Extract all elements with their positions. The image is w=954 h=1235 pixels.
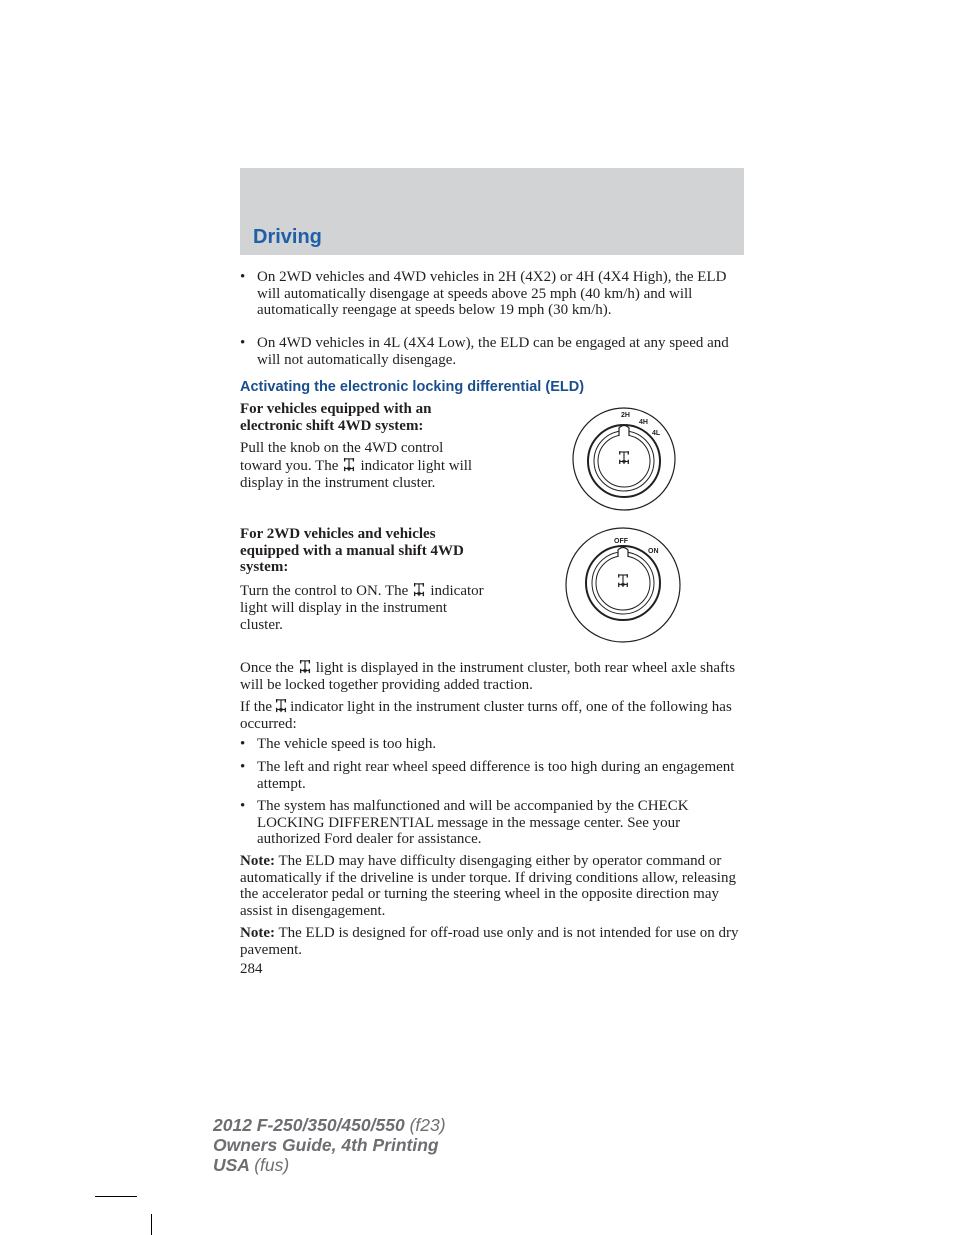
eld-indicator-icon xyxy=(412,583,426,597)
4wd-control-knob-icon xyxy=(568,406,682,512)
electronic-shift-text xyxy=(240,440,485,493)
footer-line-3 xyxy=(213,1155,446,1175)
knob-label-on: ON xyxy=(648,548,659,555)
once-text-a: Once the xyxy=(240,660,294,676)
manual-shift-text-b: indicator light will display in the instrument cluster. xyxy=(240,583,484,633)
manual-shift-text-a: Turn the control to ON. The xyxy=(240,583,409,599)
bullet-dot: • xyxy=(240,759,246,775)
once-paragraph xyxy=(240,660,745,693)
if-paragraph xyxy=(240,699,745,732)
list-item-text: The left and right rear wheel speed difference is too high during an engagement attempt. xyxy=(257,759,735,792)
eld-indicator-icon xyxy=(298,660,312,674)
electronic-shift-heading: For vehicles equipped with an electronic shift 4WD system: xyxy=(240,401,432,434)
if-text-b: indicator light in the instrument cluster turns off, one of the following has occurred: xyxy=(240,699,732,732)
electronic-shift-text-a: Pull the knob on the 4WD control toward you. The xyxy=(240,440,444,474)
footer-model-code: (f23) xyxy=(409,1115,446,1135)
page-number: 284 xyxy=(240,961,263,977)
list-item-text: The system has malfunctioned and will be accompanied by the CHECK LOCKING DIFFERENTIAL message in the message center. See your authorized Ford dealer for assistance. xyxy=(257,798,689,847)
section-title: Driving xyxy=(253,226,322,248)
footer-line-2: Owners Guide, 4th Printing xyxy=(213,1135,439,1155)
footer-market-code: (fus) xyxy=(254,1155,290,1175)
note-text: The ELD may have difficulty disengaging either by operator command or automatically if the driveline is under torque. If driving conditions allow, releasing the accelerator pedal or turning the steering wheel in the opposite direction may assist in disengagement. xyxy=(240,853,736,919)
if-text-a: If the xyxy=(240,699,273,715)
crop-mark-horizontal xyxy=(95,1196,137,1197)
footer-line-1 xyxy=(213,1115,446,1135)
list-item-text: On 4WD vehicles in 4L (4X4 Low), the ELD can be engaged at any speed and will not automatically disengage. xyxy=(257,335,729,368)
bullet-dot: • xyxy=(240,335,246,351)
note-paragraph xyxy=(240,853,745,919)
note-label: Note: xyxy=(240,853,275,869)
manual-shift-heading: For 2WD vehicles and vehicles equipped with a manual shift 4WD system: xyxy=(240,526,464,575)
note-label: Note: xyxy=(240,925,275,941)
manual-shift-text xyxy=(240,583,485,634)
note-paragraph xyxy=(240,925,745,958)
knob-label-off: OFF xyxy=(614,538,628,545)
eld-switch-knob-icon xyxy=(563,526,683,644)
eld-indicator-icon xyxy=(342,458,356,472)
knob-label-2h: 2H xyxy=(621,412,630,419)
subheading: Activating the electronic locking differential (ELD) xyxy=(240,379,585,395)
crop-mark-vertical xyxy=(151,1214,152,1235)
bullet-dot: • xyxy=(240,736,246,752)
once-text-b: light is displayed in the instrument cluster, both rear wheel axle shafts will be locked together providing added traction. xyxy=(240,660,736,693)
electronic-shift-text-b: indicator light will display in the instrument cluster. xyxy=(240,457,473,491)
bullet-dot: • xyxy=(240,269,246,285)
list-item-text: The vehicle speed is too high. xyxy=(257,736,437,752)
list-item-text: On 2WD vehicles and 4WD vehicles in 2H (4X2) or 4H (4X4 High), the ELD will automatically disengage at speeds above 25 mph (40 km/h) and will automatically reengage at speeds below 19 mph (30 km/h). xyxy=(257,269,727,318)
knob-label-4h: 4H xyxy=(639,419,648,426)
footer-model: 2012 F-250/350/450/550 xyxy=(213,1115,405,1135)
knob-label-4l: 4L xyxy=(652,430,661,437)
bullet-dot: • xyxy=(240,798,246,814)
note-text: The ELD is designed for off-road use only and is not intended for use on dry pavement. xyxy=(240,925,739,958)
footer-market: USA xyxy=(213,1155,250,1175)
eld-indicator-icon xyxy=(274,699,288,713)
footer xyxy=(213,1115,446,1175)
